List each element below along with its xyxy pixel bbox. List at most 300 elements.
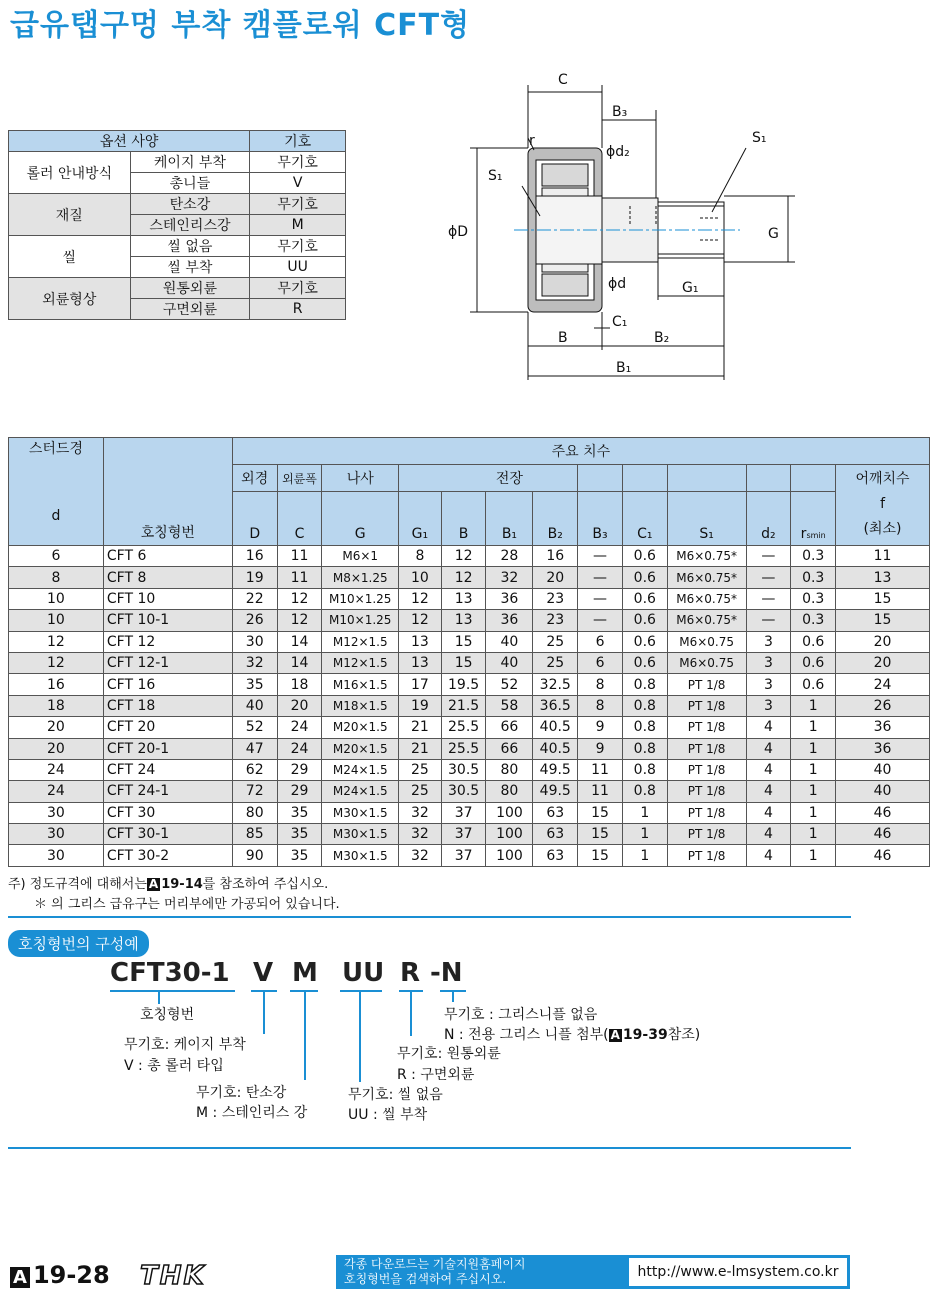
table-cell: 19.5 [441, 674, 486, 695]
table-cell: 10 [9, 588, 104, 609]
table-cell: 25 [533, 652, 578, 673]
table-cell: 20 [836, 631, 930, 652]
table-cell: 80 [232, 802, 277, 823]
table-cell: 0.6 [622, 588, 667, 609]
table-cell: 100 [486, 824, 533, 845]
table-cell: 0.3 [791, 588, 836, 609]
option-group: 롤러 안내방식 [9, 152, 131, 194]
table-cell: 0.8 [622, 781, 667, 802]
table-cell: 6 [9, 546, 104, 567]
table-row [9, 546, 930, 567]
table-cell: 15 [441, 631, 486, 652]
table-cell: M18×1.5 [322, 695, 399, 716]
table-cell: 63 [533, 802, 578, 823]
table-cell: M20×1.5 [322, 717, 399, 738]
table-cell: 11 [836, 546, 930, 567]
ref-badge: A [148, 877, 159, 891]
table-cell: 29 [277, 759, 322, 780]
table-cell: 0.8 [622, 717, 667, 738]
table-row [9, 845, 930, 866]
table-cell: 23 [533, 588, 578, 609]
table-cell: 30.5 [441, 781, 486, 802]
table-cell: 25 [399, 759, 442, 780]
cam-follower-drawing [440, 60, 800, 390]
table-cell: 36 [836, 738, 930, 759]
table-row [9, 717, 930, 738]
table-cell: 4 [746, 802, 791, 823]
label-v1: 무기호: 케이지 부착 [124, 1037, 246, 1053]
table-cell: 80 [486, 759, 533, 780]
table-cell: 46 [836, 845, 930, 866]
option-name: 스테인리스강 [130, 215, 250, 236]
table-cell: 36 [836, 717, 930, 738]
table-cell: CFT 20 [103, 717, 232, 738]
table-cell: 21.5 [441, 695, 486, 716]
divider [8, 916, 851, 918]
table-cell: PT 1/8 [667, 695, 746, 716]
table-cell: PT 1/8 [667, 759, 746, 780]
page-badge: A [10, 1267, 30, 1288]
table-cell: M10×1.25 [322, 588, 399, 609]
code-m: M [292, 958, 318, 988]
table-row [9, 610, 930, 631]
dim-label-B3: B₃ [612, 104, 628, 120]
table-cell: 4 [746, 738, 791, 759]
table-cell: 12 [441, 546, 486, 567]
table-cell: M6×0.75* [667, 546, 746, 567]
table-cell: M6×1 [322, 546, 399, 567]
header-length: 전장 [486, 465, 533, 492]
download-line1: 각종 다운로드는 기술지원홈페이지 [344, 1257, 526, 1271]
option-symbol: V [250, 173, 346, 194]
header-rsmin [791, 492, 836, 546]
table-cell: M6×0.75* [667, 567, 746, 588]
table-cell: 4 [746, 759, 791, 780]
table-cell: 35 [277, 845, 322, 866]
table-cell: 40 [836, 759, 930, 780]
header-outer: 외경 [232, 465, 277, 492]
table-cell: 12 [277, 610, 322, 631]
option-symbol: 무기호 [250, 152, 346, 173]
header-main: 주요 치수 [232, 438, 929, 465]
table-cell: 0.8 [622, 738, 667, 759]
table-cell: 0.3 [791, 567, 836, 588]
table-cell: 40 [836, 781, 930, 802]
table-row [9, 802, 930, 823]
dim-label-S1-left: S₁ [488, 168, 503, 184]
table-cell: 18 [277, 674, 322, 695]
table-cell: — [578, 546, 623, 567]
table-cell: M12×1.5 [322, 652, 399, 673]
header-stud-label: 스터드경 [28, 441, 83, 457]
table-cell: 37 [441, 802, 486, 823]
table-cell: 0.6 [622, 546, 667, 567]
table-cell: 22 [232, 588, 277, 609]
code-base: CFT30-1 [110, 958, 230, 988]
table-cell: 1 [791, 824, 836, 845]
table-cell: M16×1.5 [322, 674, 399, 695]
table-cell: 47 [232, 738, 277, 759]
table-row [9, 759, 930, 780]
table-cell: 15 [578, 824, 623, 845]
table-cell: CFT 10-1 [103, 610, 232, 631]
table-cell: 26 [836, 695, 930, 716]
table-row [9, 781, 930, 802]
table-cell: 17 [399, 674, 442, 695]
dim-label-G: G [768, 226, 779, 242]
table-cell: 32 [232, 652, 277, 673]
dim-label-B: B [558, 330, 568, 346]
note1-ref: 19-14 [161, 877, 203, 892]
table-cell: 36 [486, 610, 533, 631]
table-row [9, 567, 930, 588]
table-cell: 13 [441, 610, 486, 631]
table-cell: — [578, 588, 623, 609]
label-m1: 무기호: 탄소강 [196, 1085, 287, 1101]
table-cell: 1 [791, 802, 836, 823]
table-cell: 1 [791, 717, 836, 738]
header-S1: S₁ [667, 492, 746, 546]
table-cell: M10×1.25 [322, 610, 399, 631]
table-row [9, 588, 930, 609]
table-row [9, 631, 930, 652]
table-cell: CFT 12 [103, 631, 232, 652]
dim-label-S1-right: S₁ [752, 130, 767, 146]
page-title: 급유탭구멍 부착 캠플로워 CFT형 [10, 8, 471, 43]
table-cell: 85 [232, 824, 277, 845]
header-C1: C₁ [622, 492, 667, 546]
table-cell: CFT 12-1 [103, 652, 232, 673]
header-G1: G₁ [399, 492, 442, 546]
table-cell: 15 [836, 588, 930, 609]
label-n2-text: N : 전용 그리스 니플 첨부( [444, 1027, 609, 1043]
option-group: 외륜형상 [9, 278, 131, 320]
table-cell: 90 [232, 845, 277, 866]
label-m2: M : 스테인리스 강 [196, 1105, 308, 1121]
table-cell: 100 [486, 802, 533, 823]
table-cell: CFT 6 [103, 546, 232, 567]
table-cell: 1 [791, 845, 836, 866]
table-cell: 35 [277, 824, 322, 845]
table-cell: PT 1/8 [667, 824, 746, 845]
table-cell: 35 [277, 802, 322, 823]
table-cell: 25.5 [441, 717, 486, 738]
table-cell: 0.6 [791, 631, 836, 652]
table-cell: CFT 8 [103, 567, 232, 588]
table-cell: 3 [746, 652, 791, 673]
table-cell: CFT 16 [103, 674, 232, 695]
table-cell: 10 [9, 610, 104, 631]
table-cell: 37 [441, 845, 486, 866]
table-cell: 13 [399, 631, 442, 652]
dim-label-B2: B₂ [654, 330, 670, 346]
table-cell: 4 [746, 845, 791, 866]
table-cell: 12 [9, 652, 104, 673]
table-cell: 3 [746, 674, 791, 695]
table-cell: 3 [746, 631, 791, 652]
table-cell: 49.5 [533, 781, 578, 802]
table-cell: 40.5 [533, 738, 578, 759]
table-cell: 1 [791, 738, 836, 759]
header-width: 외륜폭 [277, 465, 322, 492]
table-cell: 30 [9, 824, 104, 845]
website-link[interactable]: http://www.e-lmsystem.co.kr [629, 1258, 847, 1286]
table-cell: 32.5 [533, 674, 578, 695]
table-cell: 24 [836, 674, 930, 695]
option-name: 구면외륜 [130, 299, 250, 320]
table-cell: 21 [399, 717, 442, 738]
table-cell: 0.8 [622, 695, 667, 716]
table-cell: 63 [533, 824, 578, 845]
table-cell: 9 [578, 738, 623, 759]
table-cell: M6×0.75 [667, 652, 746, 673]
table-cell: 3 [746, 695, 791, 716]
table-cell: CFT 24 [103, 759, 232, 780]
table-cell: 19 [232, 567, 277, 588]
table-cell: 16 [232, 546, 277, 567]
table-cell: 30 [9, 802, 104, 823]
symbol-header: 기호 [250, 131, 346, 152]
table-row [9, 824, 930, 845]
code-uu: UU [342, 958, 385, 988]
table-cell: PT 1/8 [667, 738, 746, 759]
table-cell: 63 [533, 845, 578, 866]
table-cell: 40.5 [533, 717, 578, 738]
table-cell: 24 [9, 759, 104, 780]
code-v: V [253, 958, 274, 988]
table-cell: 1 [791, 781, 836, 802]
option-name: 씰 부착 [130, 257, 250, 278]
table-cell: 66 [486, 717, 533, 738]
option-name: 원통외륜 [130, 278, 250, 299]
table-cell: 19 [399, 695, 442, 716]
table-cell: 24 [277, 738, 322, 759]
table-cell: — [746, 588, 791, 609]
label-v2: V : 총 롤러 타입 [124, 1058, 224, 1074]
table-cell: M8×1.25 [322, 567, 399, 588]
label-n2-post: 참조) [667, 1027, 701, 1043]
header-stud [9, 438, 104, 546]
dim-label-C: C [558, 72, 568, 88]
table-cell: CFT 30-2 [103, 845, 232, 866]
header-shoulder-label: 어깨치수 [855, 471, 910, 487]
dim-label-C1: C₁ [612, 314, 628, 330]
table-cell: 8 [578, 695, 623, 716]
table-cell: 15 [836, 610, 930, 631]
table-cell: 1 [622, 845, 667, 866]
label-n1: 무기호 : 그리스니플 없음 [444, 1007, 598, 1023]
option-name: 케이지 부착 [130, 152, 250, 173]
label-r1: 무기호: 원통외륜 [397, 1046, 501, 1062]
note-accuracy [8, 873, 328, 892]
label-uu1: 무기호: 씰 없음 [348, 1087, 443, 1103]
table-cell: 35 [232, 674, 277, 695]
table-cell: 40 [232, 695, 277, 716]
table-cell: 0.6 [791, 652, 836, 673]
download-box [336, 1255, 850, 1289]
table-cell: M20×1.5 [322, 738, 399, 759]
table-cell: 13 [836, 567, 930, 588]
table-cell: 6 [578, 631, 623, 652]
table-cell: M30×1.5 [322, 824, 399, 845]
table-cell: — [746, 567, 791, 588]
table-cell: 0.6 [622, 610, 667, 631]
table-cell: 15 [578, 845, 623, 866]
label-base: 호칭형번 [140, 1007, 195, 1023]
table-cell: 20 [9, 717, 104, 738]
table-cell: 15 [441, 652, 486, 673]
table-cell: 11 [277, 567, 322, 588]
header-thread: 나사 [322, 465, 399, 492]
table-cell: 25 [399, 781, 442, 802]
option-symbol: 무기호 [250, 194, 346, 215]
table-cell: PT 1/8 [667, 717, 746, 738]
header-B3: B₃ [578, 492, 623, 546]
table-cell: 14 [277, 631, 322, 652]
roller-bottom [542, 274, 588, 296]
code-n: -N [430, 958, 463, 988]
table-cell: 1 [791, 695, 836, 716]
dim-label-B1: B₁ [616, 360, 632, 376]
table-cell: 20 [9, 738, 104, 759]
table-row [9, 695, 930, 716]
table-cell: 16 [9, 674, 104, 695]
table-cell: 16 [533, 546, 578, 567]
table-cell: 20 [277, 695, 322, 716]
table-cell: 15 [578, 802, 623, 823]
option-name: 탄소강 [130, 194, 250, 215]
table-cell: 32 [486, 567, 533, 588]
table-cell: PT 1/8 [667, 845, 746, 866]
table-cell: 23 [533, 610, 578, 631]
table-cell: 13 [441, 588, 486, 609]
table-cell: 13 [399, 652, 442, 673]
divider-bottom [8, 1147, 851, 1149]
table-cell: CFT 20-1 [103, 738, 232, 759]
dim-label-G1: G₁ [682, 280, 699, 296]
table-cell: 4 [746, 781, 791, 802]
table-cell: 25.5 [441, 738, 486, 759]
option-symbol: M [250, 215, 346, 236]
header-model: 호칭형번 [103, 438, 232, 546]
option-group: 재질 [9, 194, 131, 236]
header-min: (최소) [863, 521, 902, 537]
table-cell: 52 [486, 674, 533, 695]
table-cell: 36 [486, 588, 533, 609]
header-B1: B₁ [486, 492, 533, 546]
table-cell: 12 [441, 567, 486, 588]
table-cell: 36.5 [533, 695, 578, 716]
table-cell: 32 [399, 845, 442, 866]
table-cell: 0.3 [791, 610, 836, 631]
table-cell: 0.6 [791, 674, 836, 695]
table-cell: 11 [578, 781, 623, 802]
table-row [9, 674, 930, 695]
table-cell: 28 [486, 546, 533, 567]
table-cell: PT 1/8 [667, 674, 746, 695]
table-cell: 20 [836, 652, 930, 673]
dim-label-r: r [529, 133, 535, 149]
table-cell: 21 [399, 738, 442, 759]
table-cell: 40 [486, 631, 533, 652]
table-cell: 26 [232, 610, 277, 631]
table-cell: M6×0.75* [667, 610, 746, 631]
table-cell: 1 [791, 759, 836, 780]
header-f: f [880, 496, 885, 512]
table-cell: M24×1.5 [322, 759, 399, 780]
dimension-table-body [9, 546, 930, 867]
table-cell: M6×0.75* [667, 588, 746, 609]
table-cell: 8 [9, 567, 104, 588]
table-cell: 37 [441, 824, 486, 845]
option-header: 옵션 사양 [9, 131, 250, 152]
table-cell: 25 [533, 631, 578, 652]
table-cell: 8 [399, 546, 442, 567]
page-number [10, 1261, 110, 1289]
option-group: 씰 [9, 236, 131, 278]
dim-label-D: ϕD [448, 224, 469, 240]
label-n2-ref: 19-39 [622, 1027, 668, 1043]
header-rsmin-label: r [800, 526, 807, 542]
table-cell: 49.5 [533, 759, 578, 780]
table-cell: CFT 24-1 [103, 781, 232, 802]
table-cell: 12 [9, 631, 104, 652]
table-cell: CFT 30-1 [103, 824, 232, 845]
table-cell: M30×1.5 [322, 802, 399, 823]
ref-badge: A [610, 1028, 620, 1042]
table-cell: 18 [9, 695, 104, 716]
table-cell: PT 1/8 [667, 802, 746, 823]
option-name: 씰 없음 [130, 236, 250, 257]
table-cell: 12 [277, 588, 322, 609]
table-cell: M6×0.75 [667, 631, 746, 652]
table-cell: 8 [578, 674, 623, 695]
table-cell: 72 [232, 781, 277, 802]
label-uu2: UU : 씰 부착 [348, 1107, 428, 1123]
table-cell: 11 [277, 546, 322, 567]
option-table [8, 130, 346, 320]
dimension-table [8, 437, 930, 867]
table-cell: 0.6 [622, 631, 667, 652]
option-symbol: 무기호 [250, 278, 346, 299]
table-cell: 80 [486, 781, 533, 802]
download-line2: 호칭형번을 검색하여 주십시오. [344, 1272, 507, 1286]
table-cell: 1 [622, 802, 667, 823]
page-number-text: 19-28 [32, 1261, 110, 1289]
header-rsmin-sub: smin [806, 531, 826, 540]
table-cell: CFT 18 [103, 695, 232, 716]
header-shoulder [836, 465, 930, 546]
table-cell: 29 [277, 781, 322, 802]
note1-post: 를 참조하여 주십시오. [202, 877, 329, 892]
option-symbol: R [250, 299, 346, 320]
table-cell: M30×1.5 [322, 845, 399, 866]
header-G: G [322, 492, 399, 546]
header-B2: B₂ [533, 492, 578, 546]
download-text [344, 1257, 526, 1287]
table-cell: — [578, 610, 623, 631]
table-cell: 0.6 [622, 567, 667, 588]
note1-text: 주) 정도규격에 대해서는 [8, 877, 147, 892]
table-cell: — [746, 610, 791, 631]
code-r: R [400, 958, 421, 988]
stud-thread [658, 202, 724, 258]
dim-label-d2: ϕd₂ [606, 144, 630, 160]
table-cell: 11 [578, 759, 623, 780]
table-cell: 46 [836, 802, 930, 823]
thk-logo: THK [140, 1261, 206, 1291]
table-cell: 52 [232, 717, 277, 738]
